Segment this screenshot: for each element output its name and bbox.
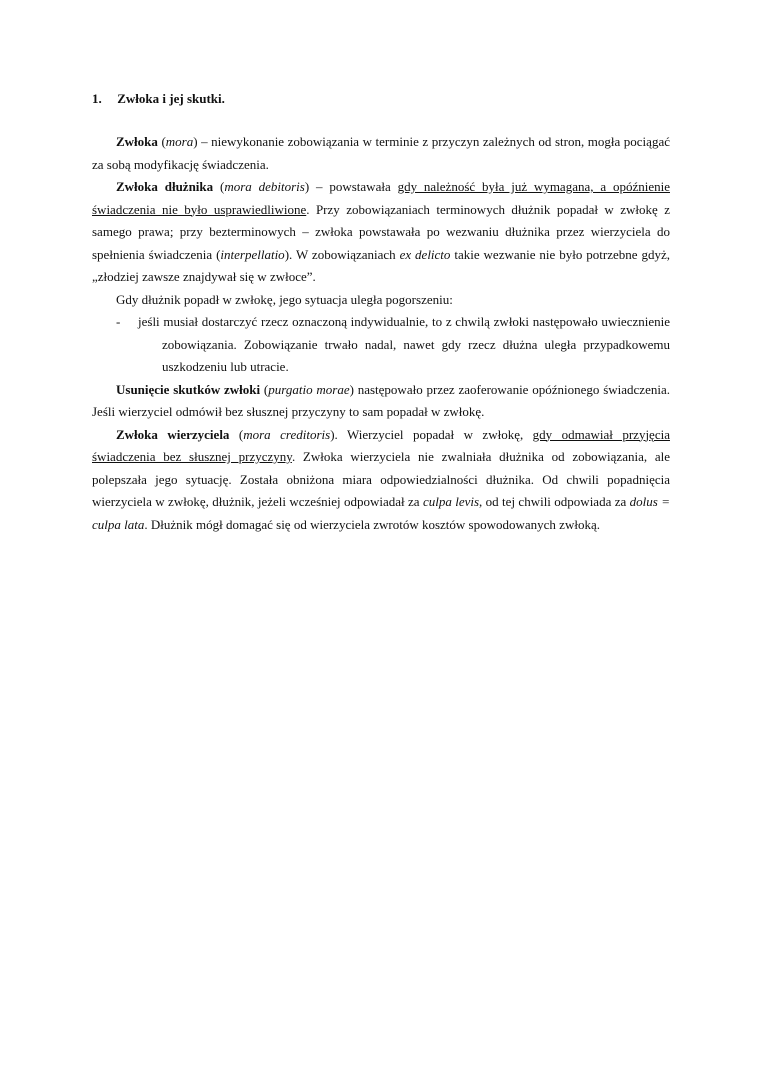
text-run: ( [260,381,269,397]
text-run: ( [229,426,244,442]
latin-term: interpellatio [220,246,285,262]
latin-term: purgatio morae [268,381,350,397]
term-zwloka-dluznika: Zwłoka dłużnika [116,179,214,194]
underlined-phrase: gdy odmawiał przyjęcia świadczenia bez słusznej przyczyny [92,426,670,464]
text-run: . Zwłoka wierzyciela nie zwalniała dłużnika od zobowiązania, ale polepszała jego sytuację. Została obniżona miara odpowiedzialności dłużnika. Od chwili popadnięcia wierzyciela w zwłokę, dłużnik, jeżeli wcześniej odpowiadał za [92,449,670,509]
text-run: . Dłużnik mógł domagać się od wierzyciela zwrotów kosztów spowodowanych zwłoką. [144,516,600,532]
term-zwloka-wierzyciela: Zwłoka wierzyciela [116,426,230,442]
text-run: ( [157,134,166,149]
text-run: . Przy zobowiązaniach terminowych dłużnik popadał w zwłokę z samego prawa; przy bezterminowych – zwłoka powstawała po wezwaniu dłużnika przez wierzyciela do spełnienia świadczenia ( [92,201,670,262]
paragraph-definition [92,131,670,176]
latin-term: ex delicto [399,246,451,262]
latin-term: mora [165,134,194,149]
latin-term: dolus = culpa lata [92,494,670,532]
text-run: ) – powstawała [304,179,398,194]
paragraph-consequences-intro: Gdy dłużnik popadł w zwłokę, jego sytuacja uległa pogorszeniu: [116,291,453,307]
section-number: 1. [92,91,102,106]
text-run: , od tej chwili odpowiada za [479,494,630,509]
latin-term: culpa levis [422,494,480,509]
text-run: ) następowało przez zaoferowanie opóźnionego świadczenia. Jeśli wierzyciel odmówił bez słusznej przyczyny to sam popadał w zwłokę. [92,381,670,419]
text-run: takie wezwanie nie było potrzebne gdyż, „złodziej zawsze znajdywał się w zwłoce”. [92,246,670,284]
section-title: Zwłoka i jej skutki. [117,91,225,106]
bullet-dash: - [116,314,121,329]
latin-term: mora debitoris [224,179,305,194]
section-heading [92,91,225,107]
list-item-text: jeśli musiał dostarczyć rzecz oznaczoną indywidualnie, to z chwilą zwłoki następowało uwiecznienie zobowiązania. Zobowiązanie trwało nadal, nawet gdy rzecz dłużna uległa przypadkowemu uszkodzeniu lub utracie. [138,314,670,374]
list-item [92,311,670,379]
term-usuniecie-skutkow: Usunięcie skutków zwłoki [116,381,261,397]
paragraph-mora-debitoris [92,176,670,289]
term-zwloka: Zwłoka [116,134,158,149]
latin-term: mora creditoris [243,426,331,442]
paragraph-mora-creditoris [92,424,670,537]
underlined-phrase: gdy należność była już wymagana, a opóźnienie świadczenia nie było usprawiedliwione [92,179,670,217]
text-run: ). Wierzyciel popadał w zwłokę, [330,426,533,442]
text-run: ). W zobowiązaniach [284,246,400,262]
text-run: ( [213,179,225,194]
paragraph-purgatio-morae [92,379,670,424]
text-run: ) – niewykonanie zobowiązania w terminie z przyczyn zależnych od stron, mogła pociągać za sobą modyfikację świadczenia. [92,134,670,172]
document-body [92,131,670,536]
